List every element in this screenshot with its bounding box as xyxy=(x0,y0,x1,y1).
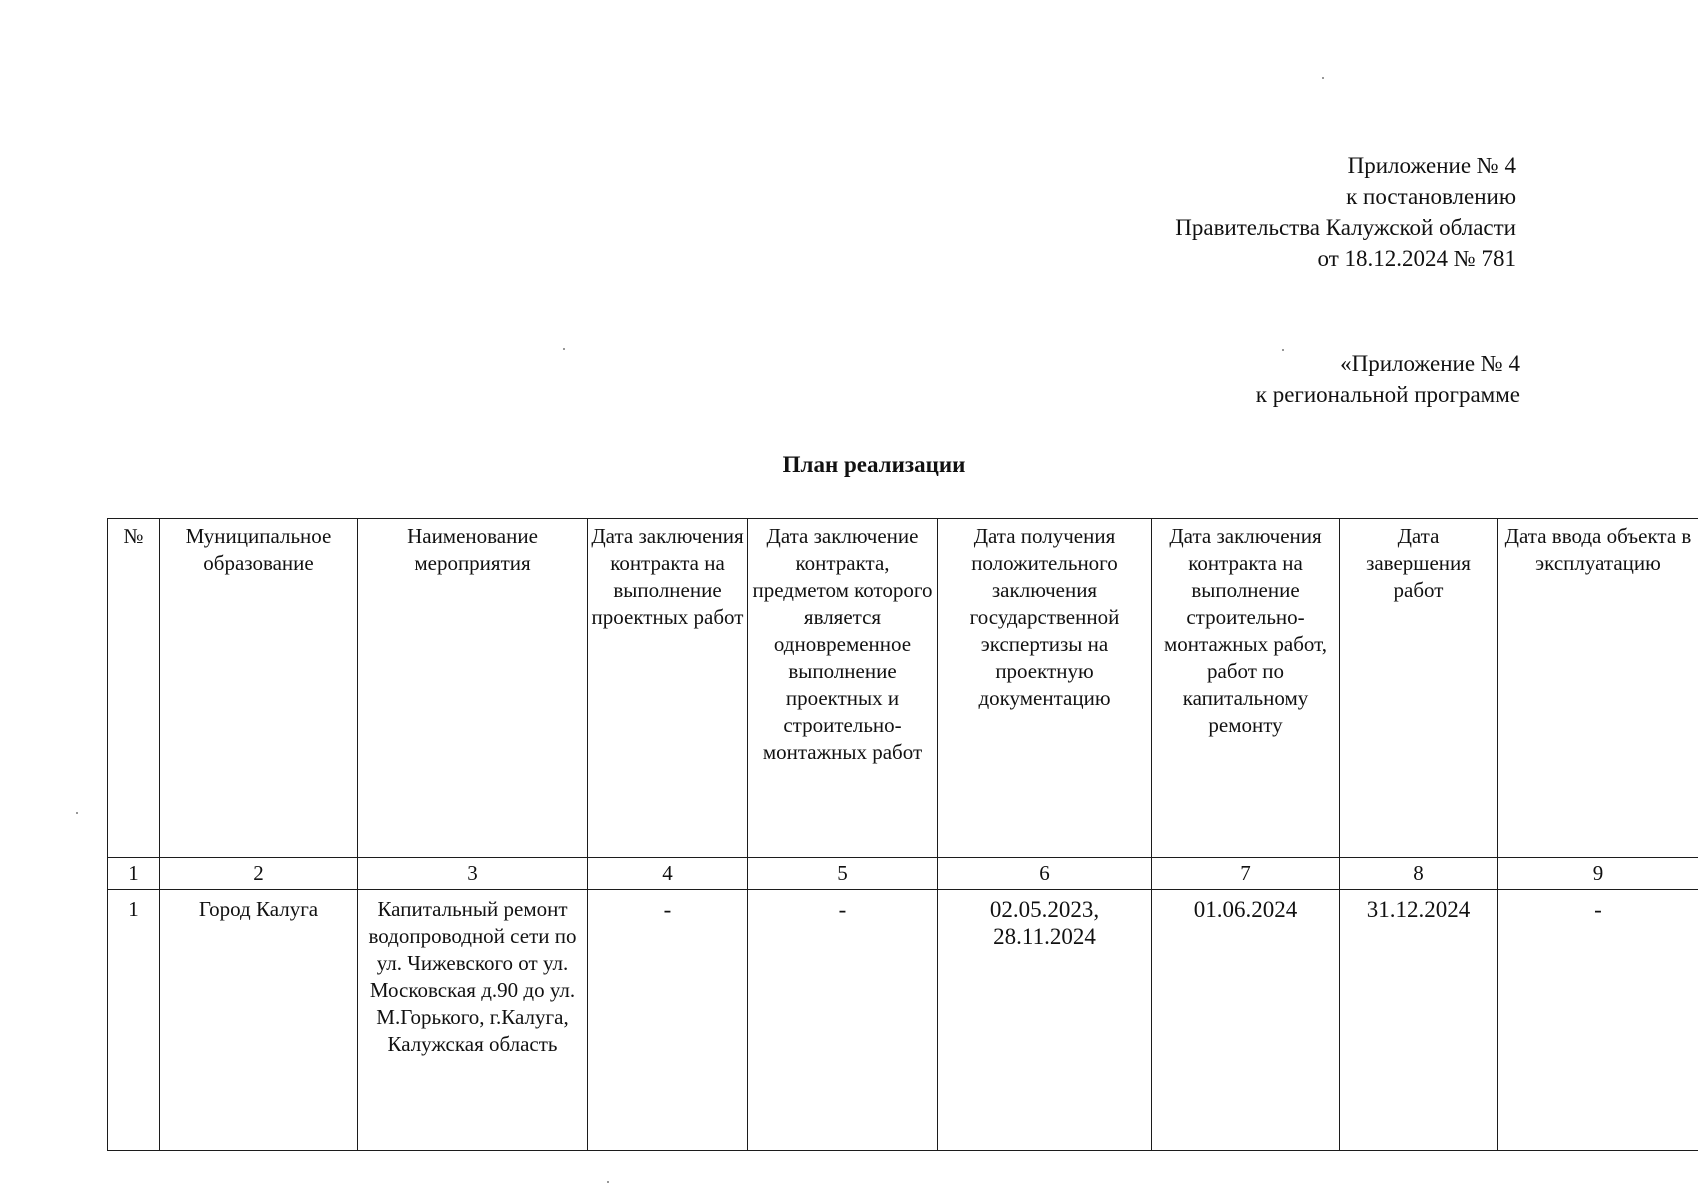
column-number: 9 xyxy=(1498,858,1698,890)
row-design-contract-date: - xyxy=(588,890,748,1151)
row-construction-contract-date: 01.06.2024 xyxy=(1152,890,1340,1151)
column-number: 8 xyxy=(1340,858,1498,890)
table-row xyxy=(108,890,1698,1151)
scan-speck xyxy=(1282,349,1284,351)
column-number: 6 xyxy=(938,858,1152,890)
decree-line: Приложение № 4 xyxy=(1347,153,1516,178)
scan-speck xyxy=(563,348,565,350)
column-number: 4 xyxy=(588,858,748,890)
column-number: 5 xyxy=(748,858,938,890)
program-line: «Приложение № 4 xyxy=(1340,351,1520,376)
decree-line: к постановлению xyxy=(1346,184,1516,209)
header-cell-completion: Дата завершения работ xyxy=(1340,519,1498,858)
row-municipality: Город Калуга xyxy=(160,890,358,1151)
header-row xyxy=(108,519,1698,858)
header-cell-event: Наименование мероприятия xyxy=(358,519,588,858)
header-cell-combined-contract: Дата заключение контракта, предметом которого является одновременное выполнение проектных и строительно-монтажных работ xyxy=(748,519,938,858)
column-number: 3 xyxy=(358,858,588,890)
column-number-row xyxy=(108,858,1698,890)
row-combined-contract-date: - xyxy=(748,890,938,1151)
header-cell-municipality: Муниципальное образование xyxy=(160,519,358,858)
header-cell-number: № xyxy=(108,519,160,858)
row-number: 1 xyxy=(108,890,160,1151)
column-number: 2 xyxy=(160,858,358,890)
program-reference xyxy=(1256,348,1520,410)
scan-speck xyxy=(607,1181,609,1183)
row-event: Капитальный ремонт водопроводной сети по ул. Чижевского от ул. Московская д.90 до ул. М.Горького, г.Калуга, Калужская область xyxy=(358,890,588,1151)
decree-reference xyxy=(1175,150,1516,274)
decree-line: Правительства Калужской области xyxy=(1175,215,1516,240)
row-expertise-date: 02.05.2023, 28.11.2024 xyxy=(938,890,1152,1151)
scan-speck xyxy=(76,812,78,814)
program-line: к региональной программе xyxy=(1255,382,1520,407)
header-cell-design-contract: Дата заключения контракта на выполнение проектных работ xyxy=(588,519,748,858)
column-number: 1 xyxy=(108,858,160,890)
header-cell-commissioning: Дата ввода объекта в эксплуатацию xyxy=(1498,519,1698,858)
column-number: 7 xyxy=(1152,858,1340,890)
implementation-plan-table xyxy=(107,518,1698,1151)
scan-speck xyxy=(1322,77,1324,79)
header-cell-expertise: Дата получения положительного заключения государственной экспертизы на проектную документацию xyxy=(938,519,1152,858)
header-cell-construction-contract: Дата заключения контракта на выполнение строительно-монтажных работ, работ по капитальному ремонту xyxy=(1152,519,1340,858)
decree-line: от 18.12.2024 № 781 xyxy=(1317,246,1516,271)
row-commissioning-date: - xyxy=(1498,890,1698,1151)
row-completion-date: 31.12.2024 xyxy=(1340,890,1498,1151)
document-title: План реализации xyxy=(782,452,966,477)
